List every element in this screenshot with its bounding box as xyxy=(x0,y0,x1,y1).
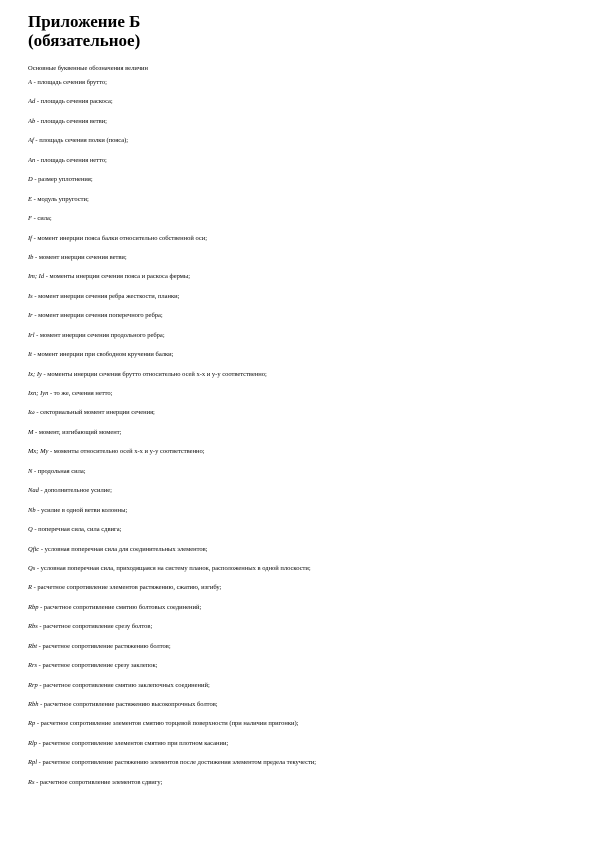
symbol: Iω xyxy=(28,409,35,417)
symbol-description: - момент инерции сечения ребра жесткости, планки; xyxy=(32,292,180,300)
symbol-description: - секториальный момент инерции сечения; xyxy=(34,409,155,417)
symbol: Mx; My xyxy=(28,448,49,456)
symbol-description: - расчетное сопротивление растяжению высокопрочных болтов; xyxy=(38,701,218,708)
symbol: It xyxy=(28,351,32,359)
symbol-description: - момент инерции сечения продольного ребра; xyxy=(34,331,165,339)
symbol-entry xyxy=(28,778,573,797)
symbol-entry xyxy=(28,370,573,389)
symbol-description: - расчетное сопротивление растяжению элементов после достижения элементом предела текучести; xyxy=(37,759,317,767)
symbol: Rpl xyxy=(28,759,38,767)
symbol: Nb xyxy=(28,506,36,514)
symbol: Rrp xyxy=(28,681,38,689)
symbol: Qfic xyxy=(28,545,40,553)
symbol-description: - момент инерции сечения ветви; xyxy=(33,253,127,261)
symbol-description: - площадь сечения полки (пояса); xyxy=(33,137,129,145)
symbol-entry xyxy=(28,681,573,700)
symbol-entry xyxy=(28,78,573,97)
symbol: Rbs xyxy=(28,623,38,631)
symbol: E xyxy=(28,195,32,203)
symbol-entry xyxy=(28,642,573,661)
symbol-entry xyxy=(28,506,573,525)
symbol: Rlp xyxy=(28,739,38,747)
symbol: Ix; Iy xyxy=(28,370,42,378)
symbol-description: - расчетное сопротивление срезу заклепок; xyxy=(37,662,158,670)
symbol-entry xyxy=(28,545,573,564)
symbol-description: - момент инерции пояса балки относительно собственной оси; xyxy=(31,234,208,242)
symbol-description: - расчетное сопротивление элементов смятию при плотном касании; xyxy=(37,739,229,747)
symbol-entry xyxy=(28,408,573,427)
symbol: Im; Id xyxy=(28,273,45,281)
symbol-entry xyxy=(28,719,573,738)
section-heading: Основные буквенные обозначения величин xyxy=(28,65,149,72)
symbol-description: - площадь сечения брутто; xyxy=(31,79,107,86)
symbol: If xyxy=(28,234,32,242)
symbol-entry xyxy=(28,603,573,622)
symbol-description: - расчетное сопротивление растяжению болтов; xyxy=(37,642,171,650)
symbol-description: - расчетное сопротивление элементов растяжению, сжатию, изгибу; xyxy=(31,584,222,592)
symbol-entry xyxy=(28,622,573,641)
symbol: Rp xyxy=(28,720,36,728)
symbol-entry xyxy=(28,428,573,447)
symbol: Nad xyxy=(28,487,39,495)
symbol-description: - поперечная сила, сила сдвига; xyxy=(32,526,122,534)
symbol-entry xyxy=(28,583,573,602)
symbol: Rbt xyxy=(28,642,38,650)
symbol-entry xyxy=(28,447,573,466)
symbol-description: - площадь сечения ветви; xyxy=(35,117,107,125)
symbol-entry xyxy=(28,292,573,311)
symbol-entry xyxy=(28,156,573,175)
symbol-entry xyxy=(28,97,573,116)
title-line-2: (обязательное) xyxy=(28,31,141,50)
symbol: Qs xyxy=(28,564,36,572)
symbol-description: - момент инерции при свободном кручении балки; xyxy=(31,351,174,359)
symbol-description: - модуль упругости; xyxy=(31,195,89,203)
symbol-entry xyxy=(28,195,573,214)
symbol: D xyxy=(28,176,33,184)
page-title xyxy=(28,12,573,50)
symbol-description: - расчетное сопротивление элементов смятию торцевой поверхности (при наличии пригонки); xyxy=(35,720,299,728)
symbol: Rbp xyxy=(28,603,39,611)
symbol-entry xyxy=(28,117,573,136)
symbol: Irl xyxy=(28,331,35,339)
symbol: Af xyxy=(28,137,34,145)
symbol: Ad xyxy=(28,98,36,106)
symbol-entry xyxy=(28,350,573,369)
symbol-description: - то же, сечения нетто; xyxy=(48,390,113,397)
symbol: N xyxy=(28,467,33,475)
symbol: Q xyxy=(28,526,33,534)
symbol-entry xyxy=(28,311,573,330)
title-line-1: Приложение Б xyxy=(28,12,141,31)
symbol-entry xyxy=(28,758,573,777)
symbol-entry xyxy=(28,175,573,194)
symbol-description: - расчетное сопротивление смятию заклепочных соединений; xyxy=(37,681,210,689)
symbol-description: - дополнительное усилие; xyxy=(38,487,112,495)
symbol-entry xyxy=(28,700,573,719)
symbol: Ir xyxy=(28,312,33,320)
symbol: An xyxy=(28,156,36,164)
symbol: A xyxy=(28,79,32,86)
symbol-description: - момент инерции сечения поперечного ребра; xyxy=(32,312,163,320)
symbol: Rbh xyxy=(28,701,39,708)
symbol-description: - моменты относительно осей x-x и y-y соответственно; xyxy=(48,448,205,456)
symbol: Is xyxy=(28,292,33,300)
symbol-description: - моменты инерции сечения брутто относительно осей x-x и y-y соответственно; xyxy=(41,370,267,378)
symbol-entry xyxy=(28,525,573,544)
symbol-entry xyxy=(28,136,573,155)
symbol-entry xyxy=(28,467,573,486)
symbol: Rs xyxy=(28,778,35,786)
symbol: Ab xyxy=(28,117,36,125)
symbol-description: - сила; xyxy=(31,215,52,223)
symbol-description: - условная поперечная сила, приходящаяся на систему планок, расположенных в одной плоскости; xyxy=(35,564,311,572)
symbol: Rrs xyxy=(28,662,38,670)
symbol-entry xyxy=(28,253,573,272)
symbol-entry xyxy=(28,564,573,583)
symbol-description: - расчетное сопротивление срезу болтов; xyxy=(37,623,153,631)
document-page xyxy=(28,12,573,797)
symbol: R xyxy=(28,584,32,592)
symbol-description: - продольная сила; xyxy=(32,467,86,475)
symbol-description: - условная поперечная сила для соединительных элементов; xyxy=(39,545,208,553)
symbol-entry xyxy=(28,331,573,350)
symbol-description: - площадь сечения нетто; xyxy=(35,156,107,164)
symbol-description: - размер уплотнения; xyxy=(32,176,93,184)
symbol-entry xyxy=(28,234,573,253)
symbol: Ib xyxy=(28,253,34,261)
symbol-description: - расчетное сопротивление элементов сдвигу; xyxy=(34,778,163,786)
symbol-entry xyxy=(28,214,573,233)
symbol-entry xyxy=(28,739,573,758)
symbol-entry xyxy=(28,272,573,291)
symbol: F xyxy=(28,215,32,223)
symbol-entry xyxy=(28,389,573,408)
symbol-description: - расчетное сопротивление смятию болтовых соединений; xyxy=(38,603,202,611)
symbol-entry xyxy=(28,661,573,680)
symbol-entry xyxy=(28,486,573,505)
symbol: M xyxy=(28,428,34,436)
symbol: Ixn; Iyn xyxy=(28,390,49,397)
symbol-description: - момент, изгибающий момент; xyxy=(33,428,122,436)
symbol-description: - моменты инерции сечения пояса и раскоса фермы; xyxy=(44,273,191,281)
symbol-description: - площадь сечения раскоса; xyxy=(35,98,113,106)
symbol-description: - усилие в одной ветви колонны; xyxy=(35,506,128,514)
symbol-list xyxy=(28,78,573,797)
